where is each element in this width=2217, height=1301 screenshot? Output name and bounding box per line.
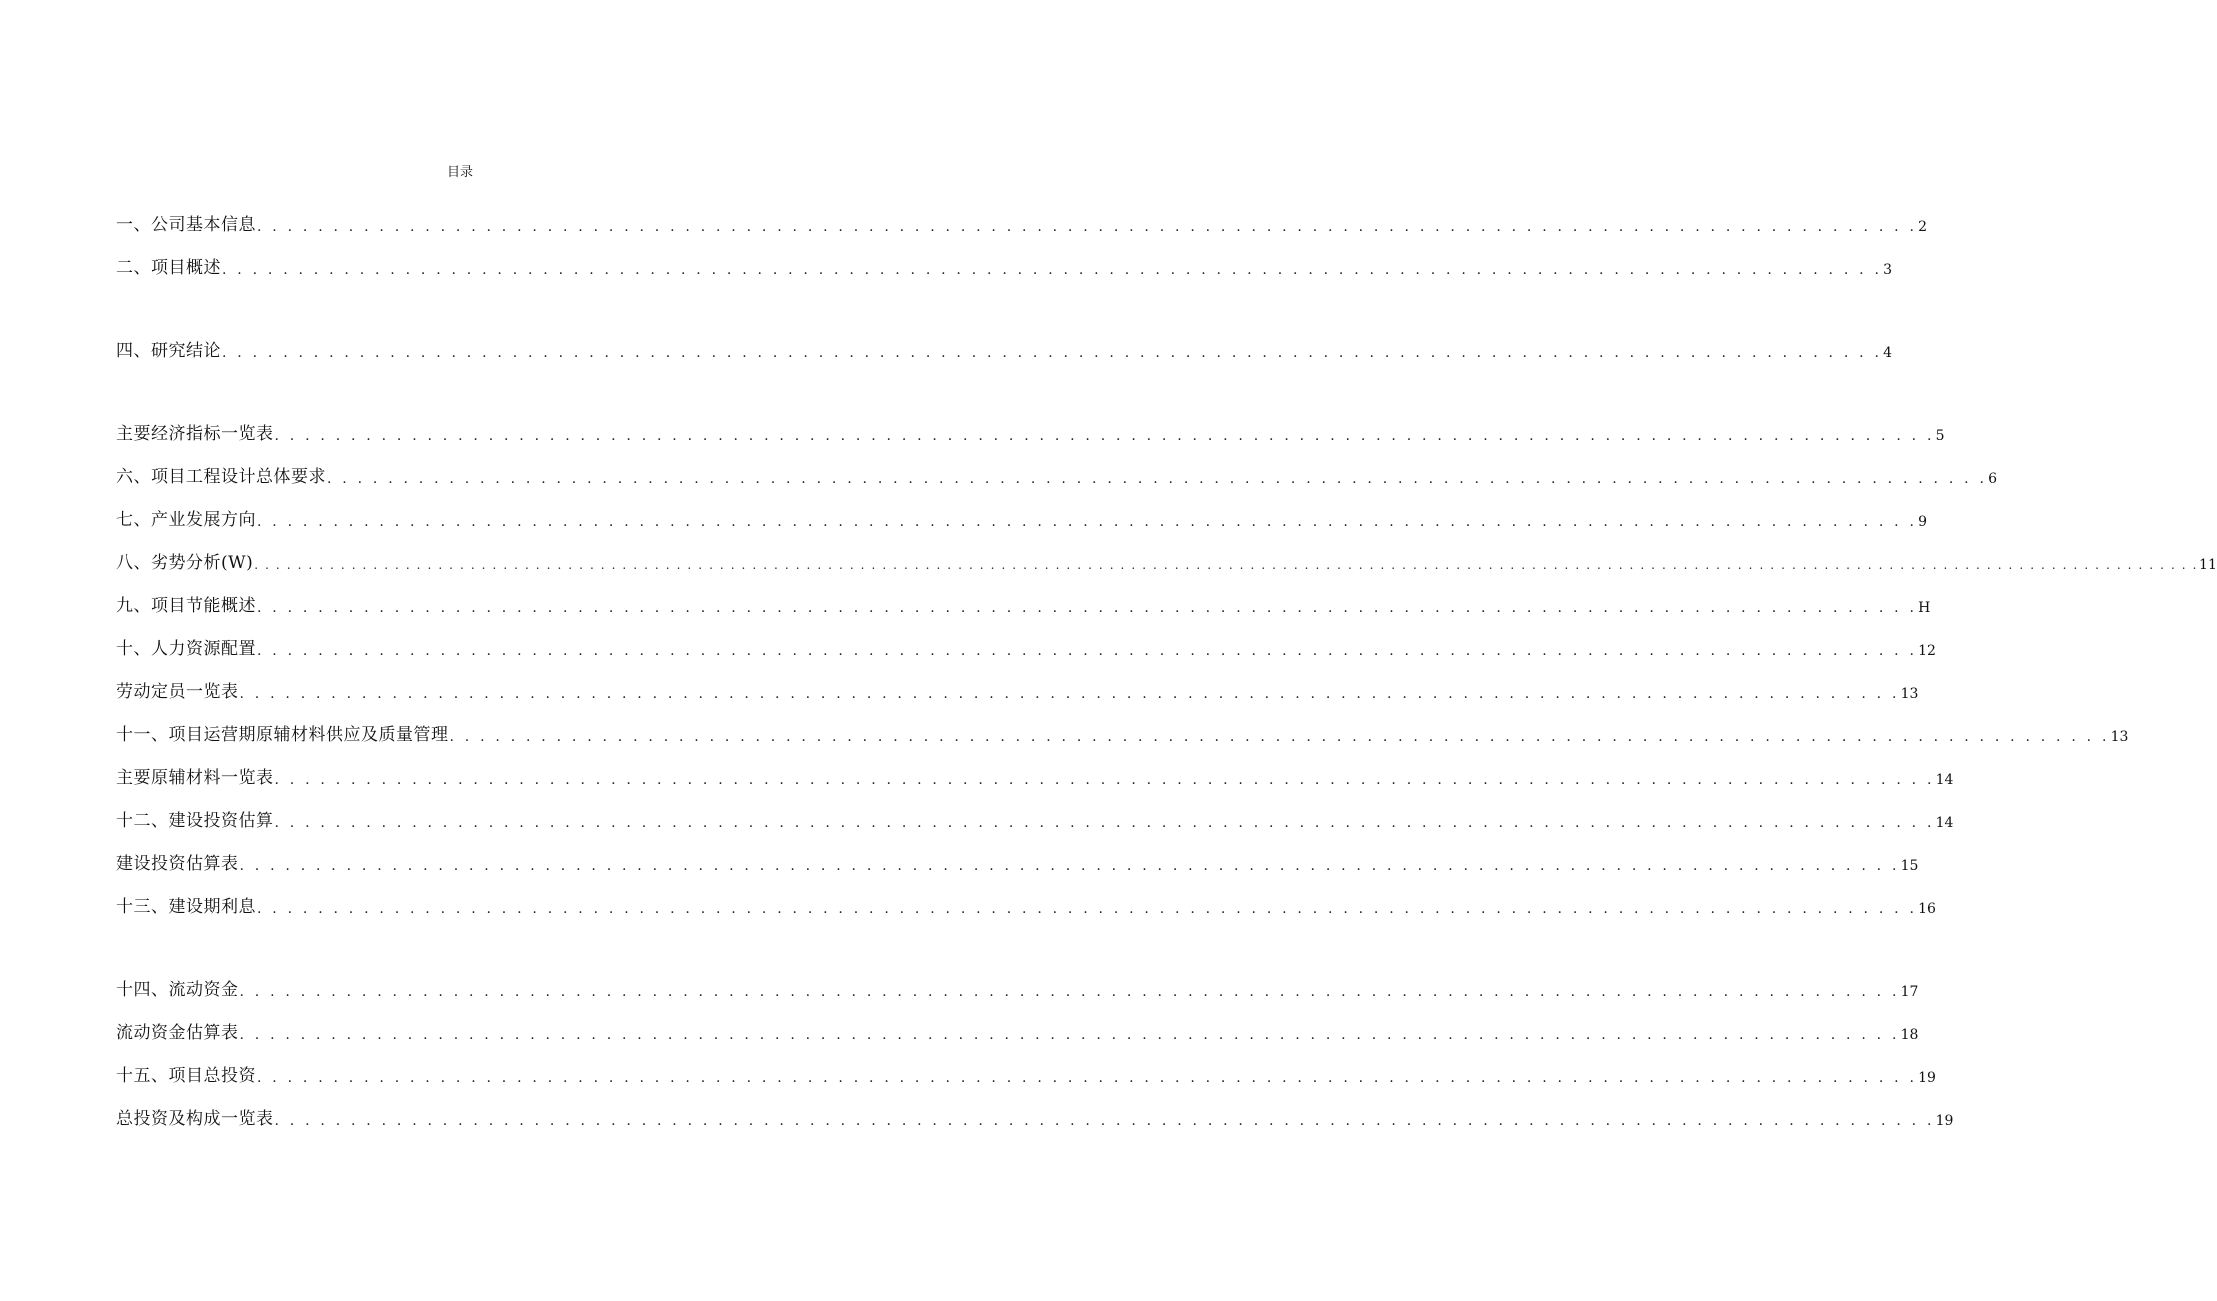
- toc-entry-page: 14: [1935, 815, 1954, 831]
- toc-entry[interactable]: [116, 209, 1928, 237]
- toc-leader-dots: . . . . . . . . . . . . . . . . . . . . . . . . . . . . . . . . . . . . . . . . . . . . . . . . . . . . . . . . . . . . . . . . . . . . . . . . . . . . . . . . . . . . . . . . . . . . . . . . . . . . . . . . . . . . .: [274, 772, 1935, 788]
- toc-leader-dots: . . . . . . . . . . . . . . . . . . . . . . . . . . . . . . . . . . . . . . . . . . . . . . . . . . . . . . . . . . . . . . . . . . . . . . . . . . . . . . . . . . . . . . . . . . . . . . . . . . . . . . . . . . . . .: [257, 643, 1918, 659]
- toc-entry-label: 劳动定员一览表: [116, 682, 239, 702]
- toc-entry-label: 十一、项目运营期原辅材料供应及质量管理: [116, 725, 449, 745]
- toc-entry[interactable]: [116, 633, 1936, 661]
- toc-leader-dots: . . . . . . . . . . . . . . . . . . . . . . . . . . . . . . . . . . . . . . . . . . . . . . . . . . . . . . . . . . . . . . . . . . . . . . . . . . . . . . . . . . . . . . . . . . . . . . . . . . . . . . . . . . . . .: [257, 514, 1918, 530]
- toc-entry-label: 十三、建设期利息: [116, 897, 256, 917]
- toc-entry[interactable]: [116, 848, 1919, 876]
- toc-entry[interactable]: [116, 891, 1936, 919]
- toc-entry-label: 七、产业发展方向: [116, 510, 256, 530]
- toc-leader-dots: . . . . . . . . . . . . . . . . . . . . . . . . . . . . . . . . . . . . . . . . . . . . . . . . . . . . . . . . . . . . . . . . . . . . . . . . . . . . . . . . . . . . . . . . . . . . . . . . . . . . . . . . . . . . .: [222, 345, 1883, 361]
- toc-entry[interactable]: [116, 461, 1998, 489]
- toc-entry-page: 13: [2110, 729, 2129, 745]
- toc-entry-page: 14: [1935, 772, 1954, 788]
- toc-leader-dots: . . . . . . . . . . . . . . . . . . . . . . . . . . . . . . . . . . . . . . . . . . . . . . . . . . . . . . . . . . . . . . . . . . . . . . . . . . . . . . . . . . . . . . . . . . . . . . . . . . . . . . . . . . . . .: [257, 901, 1918, 917]
- toc-entry[interactable]: [116, 1103, 1954, 1131]
- toc-entry[interactable]: [116, 547, 2217, 575]
- toc-entry-label: 二、项目概述: [116, 258, 221, 278]
- toc-entry-page: 13: [1900, 686, 1919, 702]
- toc-leader-dots: . . . . . . . . . . . . . . . . . . . . . . . . . . . . . . . . . . . . . . . . . . . . . . . . . . . . . . . . . . . . . . . . . . . . . . . . . . . . . . . . . . . . . . . . . . . . . . . . . . . . . . . . . . . . .: [239, 686, 1900, 702]
- toc-entry-page: 18: [1900, 1027, 1919, 1043]
- toc-entry-label: 十、人力资源配置: [116, 639, 256, 659]
- toc-title: 目录: [446, 165, 473, 180]
- toc-entry-page: 17: [1900, 984, 1919, 1000]
- toc-entry-page: 16: [1918, 901, 1936, 917]
- toc-entry[interactable]: [116, 974, 1919, 1002]
- toc-entry-page: 19: [1918, 1070, 1936, 1086]
- toc-entry-label: 流动资金估算表: [116, 1023, 239, 1043]
- toc-leader-dots: . . . . . . . . . . . . . . . . . . . . . . . . . . . . . . . . . . . . . . . . . . . . . . . . . . . . . . . . . . . . . . . . . . . . . . . . . . . . . . . . . . . . . . . . . . . . . . . . . . . . . . . . . . . . .: [257, 219, 1918, 235]
- toc-leader-dots: . . . . . . . . . . . . . . . . . . . . . . . . . . . . . . . . . . . . . . . . . . . . . . . . . . . . . . . . . . . . . . . . . . . . . . . . . . . . . . . . . . . . . . . . . . . . . . . . . . . . . . . . . . . . .: [222, 262, 1883, 278]
- toc-entry-label: 四、研究结论: [116, 341, 221, 361]
- toc-entry[interactable]: [116, 676, 1919, 704]
- toc-entry-label: 九、项目节能概述: [116, 596, 256, 616]
- toc-entry-page: 3: [1883, 262, 1893, 278]
- toc-entry-label: 主要经济指标一览表: [116, 424, 274, 444]
- toc-leader-dots: . . . . . . . . . . . . . . . . . . . . . . . . . . . . . . . . . . . . . . . . . . . . . . . . . . . . . . . . . . . . . . . . . . . . . . . . . . . . . . . . . . . . . . . . . . . . . . . . . . . . . . . . . . . . .: [327, 471, 1988, 487]
- toc-entry-label: 八、劣势分析(W): [116, 553, 254, 573]
- toc-entry[interactable]: [116, 504, 1928, 532]
- toc-entry-label: 一、公司基本信息: [116, 215, 256, 235]
- toc-entry-page: 12: [1918, 643, 1936, 659]
- toc-leader-dots: . . . . . . . . . . . . . . . . . . . . . . . . . . . . . . . . . . . . . . . . . . . . . . . . . . . . . . . . . . . . . . . . . . . . . . . . . . . . . . . . . . . . . . . . . . . . . . . . . . . . . . . . . . . . .: [274, 1113, 1935, 1129]
- toc-entry[interactable]: [116, 418, 1945, 446]
- toc-leader-dots: . . . . . . . . . . . . . . . . . . . . . . . . . . . . . . . . . . . . . . . . . . . . . . . . . . . . . . . . . . . . . . . . . . . . . . . . . . . . . . . . . . . . . . . . . . . . . . . . . . . . . . . . . . . . .: [257, 600, 1918, 616]
- toc-entry-page: 2: [1918, 219, 1928, 235]
- toc-leader-dots: . . . . . . . . . . . . . . . . . . . . . . . . . . . . . . . . . . . . . . . . . . . . . . . . . . . . . . . . . . . . . . . . . . . . . . . . . . . . . . . . . . . . . . . . . . . . . . . . . . . . . . . . . . . . . . . . . . . . . . . . . . . . . . . . . . . . . . . . . . . . . . . . . . . . . . . . . . . . . . . . . . . . . . . . . . . . . . . . . . . .: [254, 558, 2199, 572]
- toc-leader-dots: . . . . . . . . . . . . . . . . . . . . . . . . . . . . . . . . . . . . . . . . . . . . . . . . . . . . . . . . . . . . . . . . . . . . . . . . . . . . . . . . . . . . . . . . . . . . . . . . . . . . . . . . . . . . .: [274, 428, 1935, 444]
- toc-entry-page: 9: [1918, 514, 1928, 530]
- toc-leader-dots: . . . . . . . . . . . . . . . . . . . . . . . . . . . . . . . . . . . . . . . . . . . . . . . . . . . . . . . . . . . . . . . . . . . . . . . . . . . . . . . . . . . . . . . . . . . . . . . . . . . . . . . . . . . . .: [239, 858, 1900, 874]
- toc-leader-dots: . . . . . . . . . . . . . . . . . . . . . . . . . . . . . . . . . . . . . . . . . . . . . . . . . . . . . . . . . . . . . . . . . . . . . . . . . . . . . . . . . . . . . . . . . . . . . . . . . . . . . . . . . . . . .: [449, 729, 2110, 745]
- toc-entry[interactable]: [116, 252, 1893, 280]
- toc-entry-label: 建设投资估算表: [116, 854, 239, 874]
- toc-entry-label: 总投资及构成一览表: [116, 1109, 274, 1129]
- toc-leader-dots: . . . . . . . . . . . . . . . . . . . . . . . . . . . . . . . . . . . . . . . . . . . . . . . . . . . . . . . . . . . . . . . . . . . . . . . . . . . . . . . . . . . . . . . . . . . . . . . . . . . . . . . . . . . . .: [274, 815, 1935, 831]
- toc-entry-label: 十五、项目总投资: [116, 1066, 256, 1086]
- toc-entry-page: H: [1918, 600, 1931, 616]
- toc-entry-label: 十四、流动资金: [116, 980, 239, 1000]
- toc-entry-label: 十二、建设投资估算: [116, 811, 274, 831]
- toc-entry-page: 11: [2199, 557, 2217, 573]
- toc-entry-page: 15: [1900, 858, 1919, 874]
- toc-entry[interactable]: [116, 1017, 1919, 1045]
- toc-entry-page: 6: [1988, 471, 1998, 487]
- toc-entry-label: 主要原辅材料一览表: [116, 768, 274, 788]
- toc-entry[interactable]: [116, 1060, 1936, 1088]
- toc-entry[interactable]: [116, 590, 1931, 618]
- toc-entry[interactable]: [116, 805, 1954, 833]
- toc-entry[interactable]: [116, 762, 1954, 790]
- toc-leader-dots: . . . . . . . . . . . . . . . . . . . . . . . . . . . . . . . . . . . . . . . . . . . . . . . . . . . . . . . . . . . . . . . . . . . . . . . . . . . . . . . . . . . . . . . . . . . . . . . . . . . . . . . . . . . . .: [239, 984, 1900, 1000]
- toc-leader-dots: . . . . . . . . . . . . . . . . . . . . . . . . . . . . . . . . . . . . . . . . . . . . . . . . . . . . . . . . . . . . . . . . . . . . . . . . . . . . . . . . . . . . . . . . . . . . . . . . . . . . . . . . . . . . .: [257, 1070, 1918, 1086]
- toc-entry-label: 六、项目工程设计总体要求: [116, 467, 326, 487]
- toc-leader-dots: . . . . . . . . . . . . . . . . . . . . . . . . . . . . . . . . . . . . . . . . . . . . . . . . . . . . . . . . . . . . . . . . . . . . . . . . . . . . . . . . . . . . . . . . . . . . . . . . . . . . . . . . . . . . .: [239, 1027, 1900, 1043]
- toc-entry-page: 4: [1883, 345, 1893, 361]
- toc-entry[interactable]: [116, 335, 1893, 363]
- toc-entry-page: 19: [1935, 1113, 1954, 1129]
- toc-entry[interactable]: [116, 719, 2129, 747]
- toc-entry-page: 5: [1935, 428, 1945, 444]
